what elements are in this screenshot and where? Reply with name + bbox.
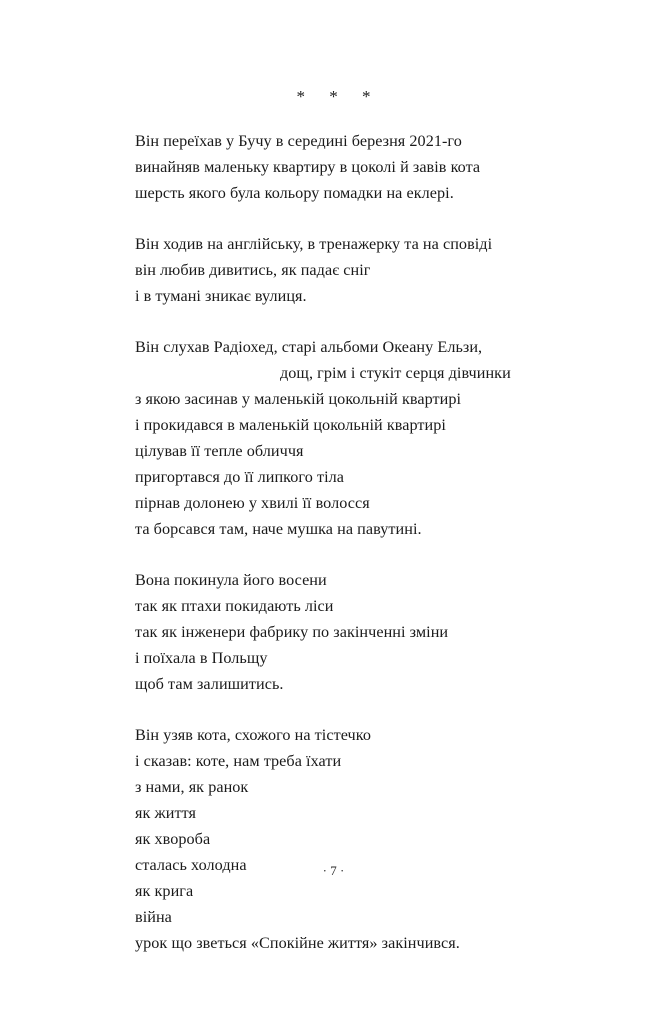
poem-line: пригортався до її липкого тіла xyxy=(135,468,344,486)
poem-line: пірнав долонею у хвилі її волосся xyxy=(135,494,370,512)
page-number: · 7 · xyxy=(322,863,345,878)
poem-body xyxy=(135,128,555,956)
poem-line: Він слухав Радіохед, старі альбоми Океану Ельзи, xyxy=(135,338,483,356)
poem-line: і сказав: коте, нам треба їхати xyxy=(135,752,342,770)
poem-line: і в тумані зникає вулиця. xyxy=(135,287,307,305)
poem-line: з якою засинав у маленькій цокольній квартирі xyxy=(135,390,462,408)
poem-line: Він узяв кота, схожого на тістечко xyxy=(135,726,371,744)
poem-line: винайняв маленьку квартиру в цоколі й завів кота xyxy=(135,158,481,176)
poem-line: і прокидався в маленькій цокольній квартирі xyxy=(135,416,446,434)
poem-line: шерсть якого була кольору помадки на еклері. xyxy=(135,184,454,202)
poem-line: урок що зветься «Спокійне життя» закінчився. xyxy=(135,934,460,952)
poem-line: сталась холодна xyxy=(135,856,247,874)
poem-line: і поїхала в Польщу xyxy=(135,649,268,667)
poem-line: Він переїхав у Бучу в середині березня 2021-го xyxy=(135,132,462,150)
poem-line: цілував її тепле обличчя xyxy=(135,442,304,460)
poem-line: як хвороба xyxy=(135,830,211,848)
poem-line: з нами, як ранок xyxy=(135,778,249,796)
poem-line: щоб там залишитись. xyxy=(135,675,284,693)
poem-line: так як птахи покидають ліси xyxy=(135,597,334,615)
poem-line: Вона покинула його восени xyxy=(135,571,327,589)
asterisk-separator: * * * xyxy=(296,87,381,106)
poem-line: та борсався там, наче мушка на павутині. xyxy=(135,520,422,538)
poem-line: війна xyxy=(135,908,172,926)
poem-line: як крига xyxy=(135,882,194,900)
poem-line: він любив дивитись, як падає сніг xyxy=(135,261,371,279)
stanza xyxy=(135,334,555,542)
stanza xyxy=(135,231,555,309)
poem-line: так як інженери фабрику по закінченні зміни xyxy=(135,623,449,641)
poem-line: дощ, грім і стукіт серця дівчинки xyxy=(280,364,511,382)
poem-line: як життя xyxy=(135,804,196,822)
poem-line: Він ходив на англійську, в тренажерку та на сповіді xyxy=(135,235,493,253)
stanza xyxy=(135,128,555,206)
stanza xyxy=(135,722,555,956)
stanza xyxy=(135,567,555,697)
